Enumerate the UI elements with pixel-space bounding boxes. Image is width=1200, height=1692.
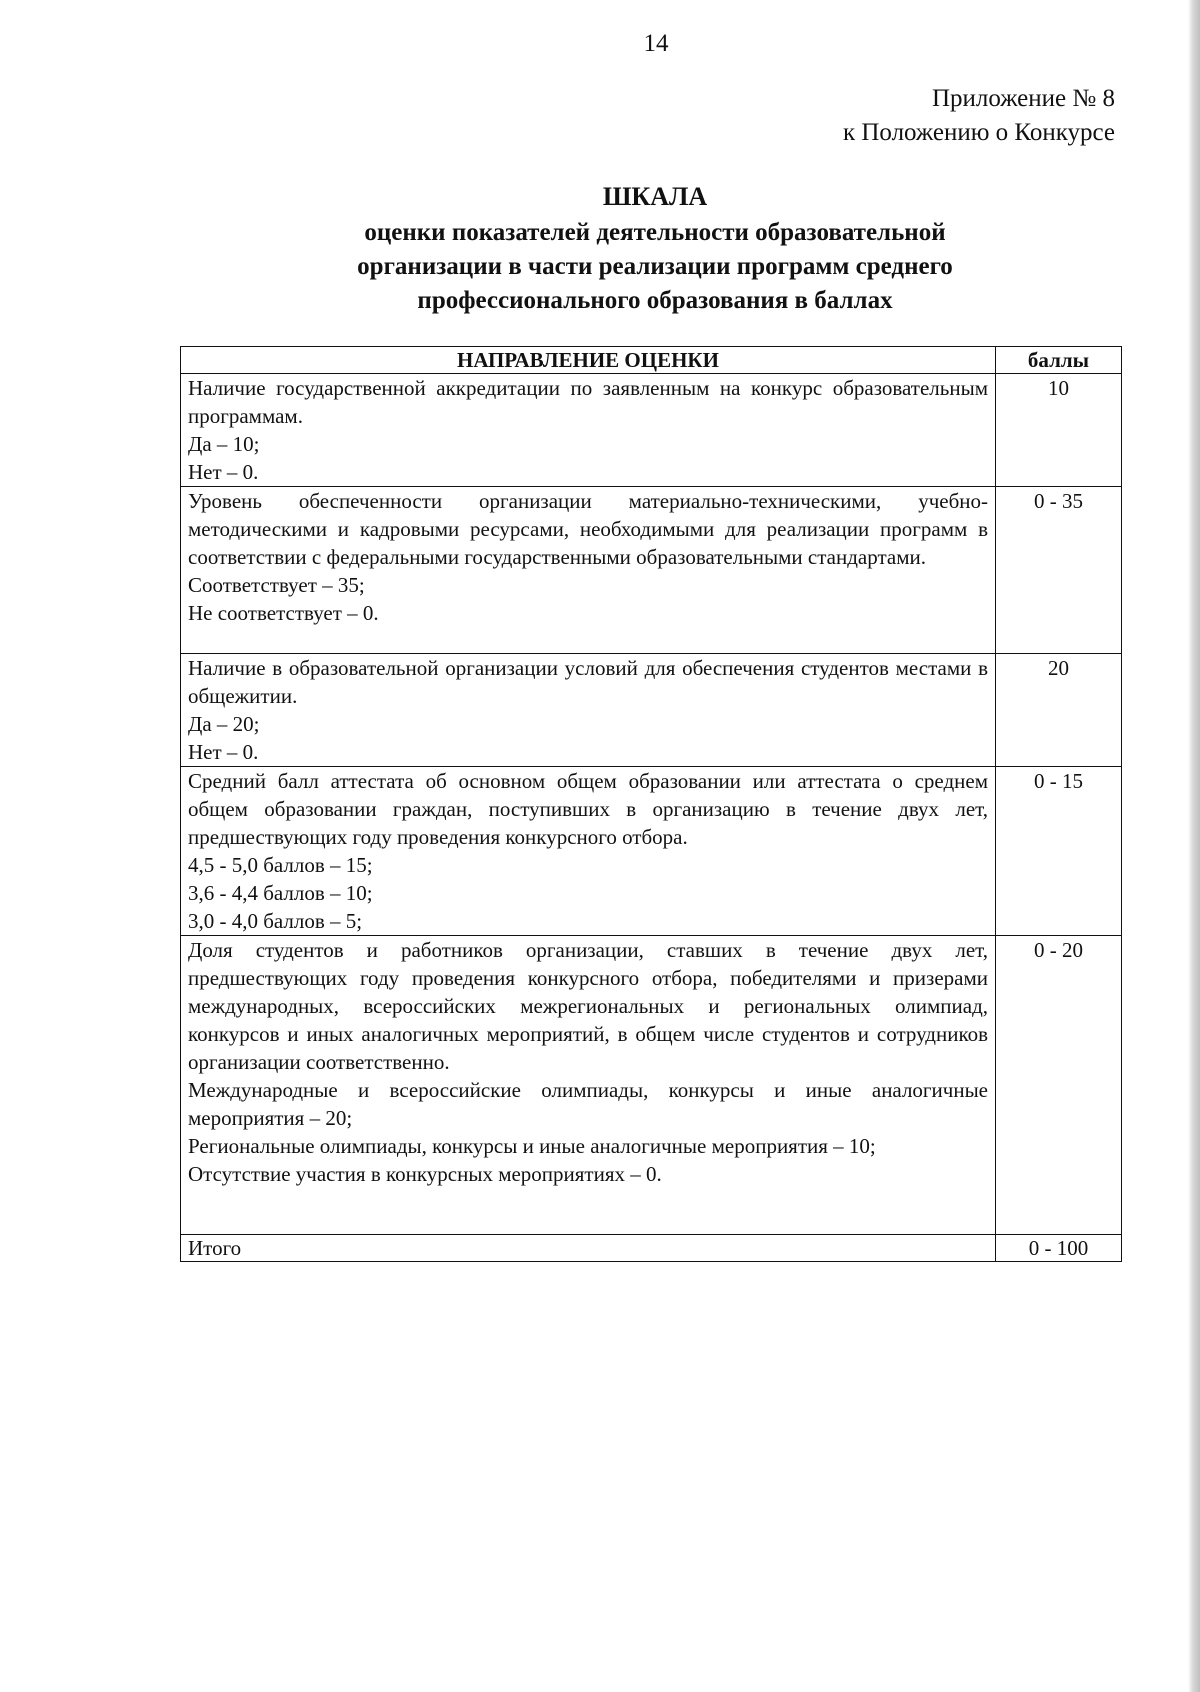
- appendix-reference: к Положению о Конкурсе: [842, 119, 1115, 146]
- criterion-option: Региональные олимпиады, конкурсы и иные аналогичные мероприятия – 10;: [188, 1134, 876, 1158]
- score-cell: 10: [996, 374, 1122, 487]
- criterion-option: Соответствует – 35;: [188, 573, 365, 597]
- criterion-option: Нет – 0.: [188, 460, 259, 484]
- criterion-option: Да – 20;: [188, 712, 260, 736]
- criterion-text: Средний балл аттестата об основном общем образовании или аттестата о среднем общем образовании граждан, поступивших в организацию в течение двух лет, предшествующих году проведения конкурсного отбора.: [188, 769, 988, 849]
- score-cell: 20: [996, 654, 1122, 767]
- table-row: [181, 936, 1122, 1235]
- title-subtitle-line-1: оценки показателей деятельности образовательной: [364, 219, 946, 246]
- page-number: 14: [643, 30, 669, 57]
- title-subtitle-line-3: профессионального образования в баллах: [417, 287, 893, 314]
- criterion-option: Международные и всероссийские олимпиады, конкурсы и иные аналогичные мероприятия – 20;: [188, 1078, 988, 1130]
- total-score: 0 - 100: [996, 1235, 1122, 1262]
- score-cell: 0 - 20: [996, 936, 1122, 1235]
- table-row: [181, 487, 1122, 654]
- table-row: [181, 374, 1122, 487]
- header-score: баллы: [996, 347, 1122, 374]
- header-direction: НАПРАВЛЕНИЕ ОЦЕНКИ: [181, 347, 996, 374]
- criterion-cell: [181, 936, 996, 1235]
- criterion-option: 4,5 - 5,0 баллов – 15;: [188, 853, 373, 877]
- criterion-option: 3,0 - 4,0 баллов – 5;: [188, 909, 363, 933]
- criterion-text: Наличие государственной аккредитации по заявленным на конкурс образовательным программам.: [188, 376, 988, 428]
- criterion-cell: [181, 654, 996, 767]
- criterion-option: 3,6 - 4,4 баллов – 10;: [188, 881, 373, 905]
- table-header-row: [181, 347, 1122, 374]
- criterion-text: Доля студентов и работников организации, ставших в течение двух лет, предшествующих году проведения конкурсного отбора, победителями и призерами международных, всероссийских межрегиональных и региональных олимпиад, конкурсов и иных аналогичных мероприятий, в общем числе студентов и сотрудников организации соответственно.: [188, 938, 988, 1074]
- total-row: [181, 1235, 1122, 1262]
- score-cell: 0 - 15: [996, 767, 1122, 936]
- table-row: [181, 654, 1122, 767]
- title-subtitle-line-2: организации в части реализации программ среднего: [357, 253, 953, 280]
- document-title: [180, 180, 1130, 318]
- table-row: [181, 767, 1122, 936]
- criterion-option: Отсутствие участия в конкурсных мероприятиях – 0.: [188, 1162, 662, 1186]
- criterion-cell: [181, 487, 996, 654]
- criterion-option: Не соответствует – 0.: [188, 601, 379, 625]
- appendix-number: Приложение № 8: [931, 85, 1115, 112]
- criterion-option: Нет – 0.: [188, 740, 259, 764]
- scoring-table: [180, 346, 1122, 1262]
- appendix-header: [843, 82, 1115, 150]
- criterion-text: Наличие в образовательной организации условий для обеспечения студентов местами в общежитии.: [188, 656, 988, 708]
- page-edge-shadow: [1188, 0, 1200, 1692]
- criterion-cell: [181, 374, 996, 487]
- criterion-option: Да – 10;: [188, 432, 260, 456]
- title-main: ШКАЛА: [602, 182, 708, 211]
- criterion-text: Уровень обеспеченности организации материально-техническими, учебно-методическими и кадровыми ресурсами, необходимыми для реализации программ в соответствии с федеральными государственными образовательными стандартами.: [188, 489, 988, 569]
- score-cell: 0 - 35: [996, 487, 1122, 654]
- criterion-cell: [181, 767, 996, 936]
- total-label: Итого: [181, 1235, 996, 1262]
